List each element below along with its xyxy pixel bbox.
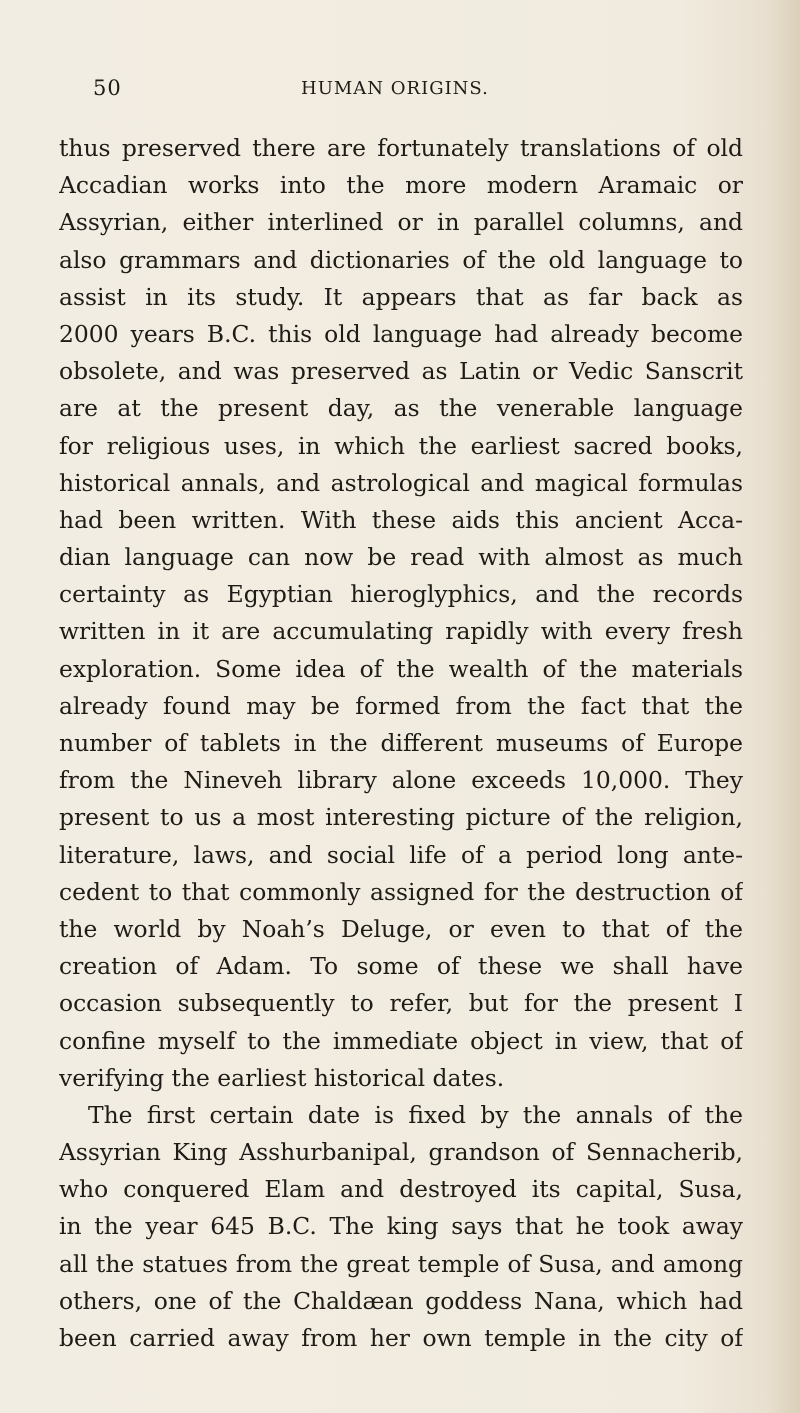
text-line: all the statues from the great temple of Susa, and among xyxy=(59,1249,743,1278)
text-line: had been written. With these aids this ancient Acca- xyxy=(59,505,743,534)
text-line: exploration. Some idea of the wealth of the materials xyxy=(59,654,743,683)
text-line: occasion subsequently to refer, but for the present I xyxy=(59,989,743,1018)
page-header xyxy=(93,76,723,106)
text-line: from the Nineveh library alone exceeds 10,000. They xyxy=(59,766,743,795)
text-line: cedent to that commonly assigned for the destruction of xyxy=(59,877,743,906)
text-line: Accadian works into the more modern Aramaic or xyxy=(59,171,743,200)
text-line: obsolete, and was preserved as Latin or Vedic Sanscrit xyxy=(59,357,743,386)
text-line: Assyrian, either interlined or in parallel columns, and xyxy=(59,208,743,237)
text-line: creation of Adam. To some of these we shall have xyxy=(59,952,743,981)
text-line: present to us a most interesting picture of the religion, xyxy=(59,803,743,832)
text-line: are at the present day, as the venerable language xyxy=(59,394,743,423)
text-line: thus preserved there are fortunately translations of old xyxy=(59,134,743,162)
text-line: 2000 years B.C. this old language had already become xyxy=(59,319,743,348)
text-line: dian language can now be read with almost as much xyxy=(59,543,743,572)
page-number: 50 xyxy=(93,76,122,100)
text-line: in the year 645 B.C. The king says that he took away xyxy=(59,1212,743,1241)
text-line: confine myself to the immediate object in view, that of xyxy=(59,1026,743,1055)
text-line: written in it are accumulating rapidly with every fresh xyxy=(59,617,743,646)
text-line: others, one of the Chaldæan goddess Nana, which had xyxy=(59,1286,743,1315)
paragraph-end-line: verifying the earliest historical dates. xyxy=(59,1063,505,1092)
running-head: HUMAN ORIGINS. xyxy=(301,78,489,99)
text-line: been carried away from her own temple in the city of xyxy=(59,1324,743,1352)
text-line: certainty as Egyptian hieroglyphics, and the records xyxy=(59,580,743,609)
text-line: historical annals, and astrological and magical formulas xyxy=(59,468,743,497)
text-line: number of tablets in the different museums of Europe xyxy=(59,729,743,757)
text-line: also grammars and dictionaries of the old language to xyxy=(59,245,743,274)
paragraph-start-line: The first certain date is fixed by the annals of the xyxy=(88,1100,743,1129)
text-line: the world by Noah’s Deluge, or even to that of the xyxy=(59,914,743,943)
body-text xyxy=(59,130,743,1357)
text-line: assist in its study. It appears that as far back as xyxy=(59,282,743,311)
text-line: who conquered Elam and destroyed its capital, Susa, xyxy=(59,1175,743,1204)
text-line: already found may be formed from the fact that the xyxy=(59,691,743,720)
text-line: literature, laws, and social life of a period long ante- xyxy=(59,840,743,869)
text-line: for religious uses, in which the earliest sacred books, xyxy=(59,431,743,460)
text-line: Assyrian King Asshurbanipal, grandson of Sennacherib, xyxy=(59,1138,743,1167)
